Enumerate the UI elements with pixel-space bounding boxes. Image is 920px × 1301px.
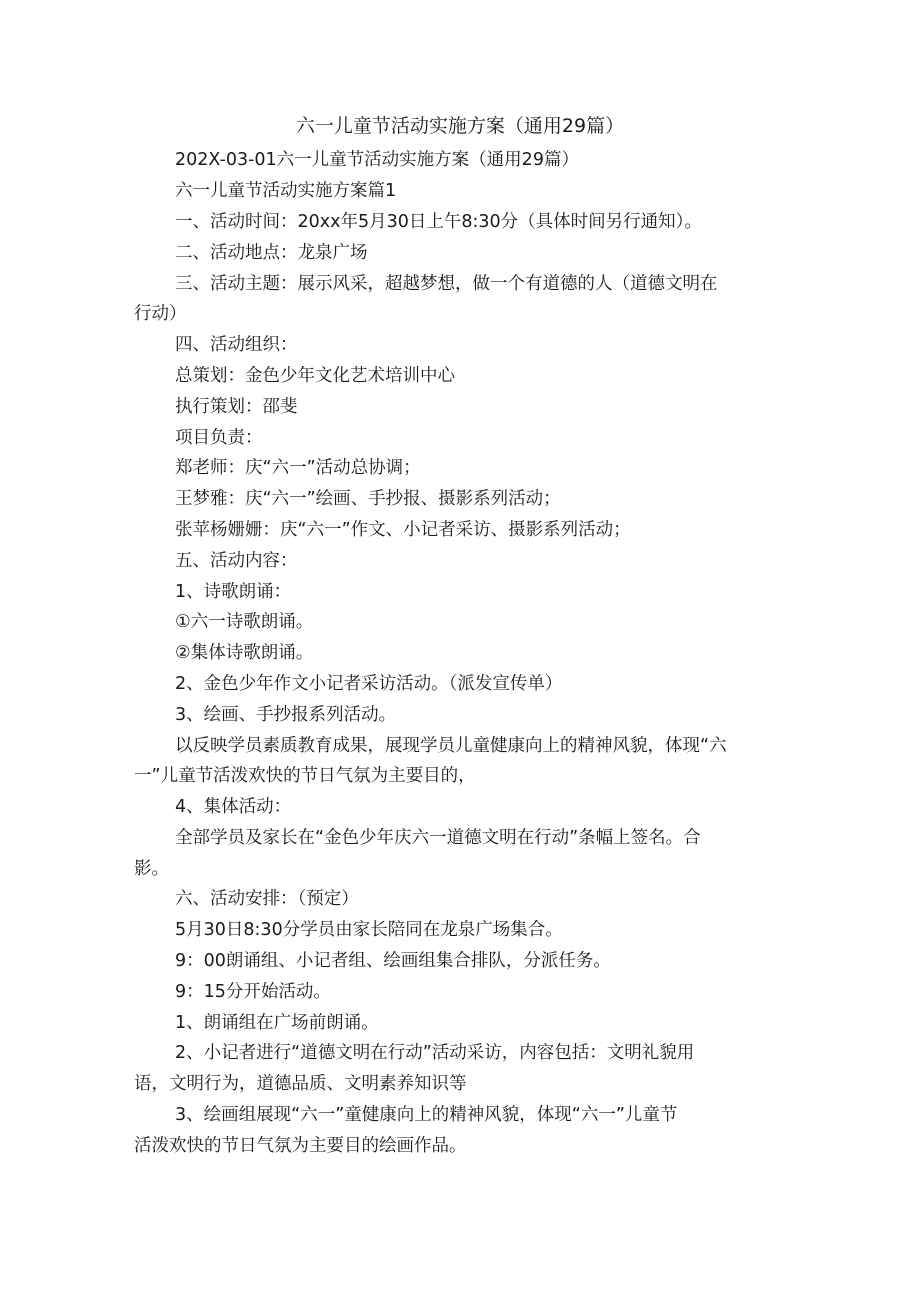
paragraph-line: 1、朗诵组在广场前朗诵。 [175,1013,379,1033]
paragraph-line: 六、活动安排：（预定） [175,889,359,909]
paragraph-line: 张苹杨姗姗：庆“六一”作文、小记者采访、摄影系列活动； [175,520,631,540]
paragraph-line: 4、集体活动： [175,797,292,817]
paragraph-line: 二、活动地点：龙泉广场 [175,243,368,263]
paragraph-line: 行动） [134,304,187,324]
paragraph-line: 四、活动组织： [175,335,298,355]
paragraph-line: 3、绘画、手抄报系列活动。 [175,705,397,725]
paragraph-line: 活泼欢快的节日气氛为主要目的绘画作品。 [134,1136,467,1156]
paragraph-line: 总策划：金色少年文化艺术培训中心 [175,366,455,386]
paragraph-line: 9：15分开始活动。 [175,982,331,1002]
paragraph-line: ①六一诗歌朗诵。 [175,612,314,632]
paragraph-line: 2、小记者进行“道德文明在行动”活动采访，内容包括：文明礼貌用 [175,1043,695,1063]
document-date-line: 202X-03-01六一儿童节活动实施方案（通用29篇） [175,150,579,170]
paragraph-line: 三、活动主题：展示风采，超越梦想，做一个有道德的人（道德文明在 [175,274,718,294]
paragraph-line: 1、诗歌朗诵： [175,582,292,602]
paragraph-line: 项目负责： [175,428,263,448]
paragraph-line: 2、金色少年作文小记者采访活动。（派发宣传单） [175,674,563,694]
paragraph-line: 一”儿童节活泼欢快的节日气氛为主要目的， [134,766,476,786]
paragraph-line: 执行策划：邵斐 [175,397,298,417]
document-title: 六一儿童节活动实施方案（通用29篇） [295,115,625,137]
paragraph-line: 9：00朗诵组、小记者组、绘画组集合排队，分派任务。 [175,951,611,971]
section-heading: 六一儿童节活动实施方案篇1 [175,181,397,201]
paragraph-line: ②集体诗歌朗诵。 [175,643,314,663]
paragraph-line: 王梦雅：庆“六一”绘画、手抄报、摄影系列活动； [175,489,561,509]
paragraph-line: 影。 [134,859,169,879]
paragraph-line: 3、绘画组展现“六一”童健康向上的精神风貌，体现“六一”儿童节 [175,1105,678,1125]
paragraph-line: 五、活动内容： [175,551,298,571]
paragraph-line: 以反映学员素质教育成果，展现学员儿童健康向上的精神风貌，体现“六 [175,736,727,756]
paragraph-line: 5月30日8:30分学员由家长陪同在龙泉广场集合。 [175,920,563,940]
paragraph-line: 全部学员及家长在“金色少年庆六一道德文明在行动”条幅上签名。合 [175,828,701,848]
paragraph-line: 一、活动时间：20xx年5月30日上午8:30分（具体时间另行通知）。 [175,212,702,232]
paragraph-line: 语，文明行为，道德品质、文明素养知识等 [134,1074,467,1094]
paragraph-line: 郑老师：庆“六一”活动总协调； [175,458,421,478]
